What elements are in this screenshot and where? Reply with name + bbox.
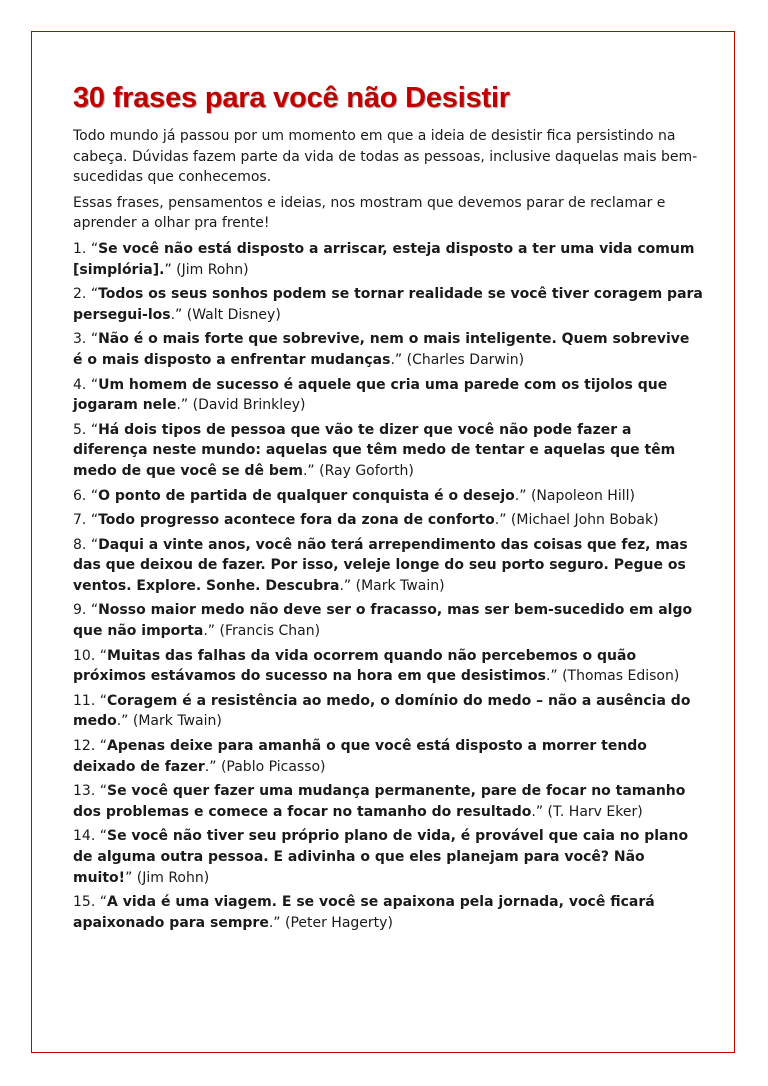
quote-open-mark: “ bbox=[99, 738, 107, 755]
quote-item bbox=[73, 781, 703, 822]
quote-close-mark: .” bbox=[514, 487, 531, 504]
quote-text: Há dois tipos de pessoa que vão te dizer que você não pode fazer a diferença neste mundo: aquelas que têm medo de tentar e aquelas que têm medo de que você se dê bem bbox=[73, 421, 676, 479]
quote-open-mark: “ bbox=[99, 647, 107, 664]
quote-text: A vida é uma viagem. E se você se apaixona pela jornada, você ficará apaixonado para sempre bbox=[73, 894, 655, 931]
quote-author: (Ray Goforth) bbox=[319, 462, 414, 479]
quote-close-mark: .” bbox=[170, 306, 187, 323]
quote-author: (David Brinkley) bbox=[192, 397, 306, 414]
quote-author: (Francis Chan) bbox=[219, 623, 321, 640]
quote-text: O ponto de partida de qualquer conquista é o desejo bbox=[98, 487, 515, 504]
document-body bbox=[73, 80, 703, 937]
quote-text: Se você não tiver seu próprio plano de vida, é provável que caia no plano de alguma outra pessoa. E adivinha o que eles planejam para você? Não muito! bbox=[73, 828, 689, 886]
intro-paragraph: Essas frases, pensamentos e ideias, nos mostram que devemos parar de reclamar e aprender a olhar pra frente! bbox=[73, 194, 666, 232]
quote-list bbox=[73, 239, 703, 933]
quote-author: (Napoleon Hill) bbox=[530, 487, 635, 504]
quote-text: Daqui a vinte anos, você não terá arrependimento das coisas que fez, mas das que deixou de fazer. Por isso, veleje longe do seu porto seguro. Pegue os ventos. Explore. Sonhe. Descubra bbox=[73, 536, 688, 594]
quote-author: (Jim Rohn) bbox=[136, 869, 210, 886]
quote-close-mark: .” bbox=[302, 462, 320, 479]
quote-close-mark: .” bbox=[545, 668, 563, 685]
quote-item bbox=[73, 736, 703, 777]
quote-item bbox=[73, 329, 703, 370]
quote-author: (Walt Disney) bbox=[186, 306, 281, 323]
quote-close-mark: .” bbox=[204, 758, 221, 775]
quote-author: (T. Harv Eker) bbox=[547, 803, 643, 820]
quote-text: Não é o mais forte que sobrevive, nem o mais inteligente. Quem sobrevive é o mais disposto a enfrentar mudanças bbox=[73, 331, 690, 368]
quote-number: 5. bbox=[73, 421, 91, 438]
quote-open-mark: “ bbox=[99, 783, 107, 800]
quote-item bbox=[73, 826, 703, 888]
quote-open-mark: “ bbox=[90, 286, 99, 303]
quote-text: Muitas das falhas da vida ocorrem quando não percebemos o quão próximos estávamos do sucesso na hora em que desistimos bbox=[73, 647, 637, 685]
quote-close-mark: ” bbox=[164, 261, 177, 278]
quote-author: (Michael John Bobak) bbox=[510, 512, 659, 529]
quote-item bbox=[73, 691, 703, 732]
quote-close-mark: .” bbox=[116, 713, 133, 730]
quote-close-mark: .” bbox=[390, 351, 407, 368]
quote-item bbox=[73, 239, 703, 280]
quote-number: 3. bbox=[73, 331, 91, 348]
quote-text: Se você quer fazer uma mudança permanente, pare de focar no tamanho dos problemas e comece a focar no tamanho do resultado bbox=[73, 783, 686, 820]
quote-number: 8. bbox=[73, 536, 91, 553]
quote-number: 2. bbox=[73, 286, 91, 303]
quote-item bbox=[73, 600, 703, 641]
quote-open-mark: “ bbox=[90, 240, 99, 257]
intro-paragraph: Todo mundo já passou por um momento em que a ideia de desistir fica persistindo na cabeça. Dúvidas fazem parte da vida de todas as pessoas, inclusive daquelas mais bem-sucedidas que conhecemos. bbox=[73, 128, 698, 186]
quote-close-mark: .” bbox=[494, 512, 511, 529]
quote-close-mark: .” bbox=[203, 623, 220, 640]
quote-number: 15. bbox=[73, 894, 100, 911]
quote-close-mark: .” bbox=[268, 914, 285, 931]
quote-number: 13. bbox=[73, 783, 100, 800]
quote-open-mark: “ bbox=[90, 376, 99, 393]
quote-open-mark: “ bbox=[99, 692, 107, 709]
quote-number: 9. bbox=[73, 602, 91, 619]
quote-author: (Charles Darwin) bbox=[406, 351, 525, 368]
quote-number: 6. bbox=[73, 487, 91, 504]
quote-text: Coragem é a resistência ao medo, o domínio do medo – não a ausência do medo bbox=[73, 692, 691, 730]
quote-item bbox=[73, 646, 703, 687]
quote-text: Nosso maior medo não deve ser o fracasso, mas ser bem-sucedido em algo que não importa bbox=[73, 602, 693, 640]
quote-text: Um homem de sucesso é aquele que cria uma parede com os tijolos que jogaram nele bbox=[73, 376, 668, 414]
quote-item bbox=[73, 284, 703, 325]
quote-number: 10. bbox=[73, 647, 100, 664]
quote-number: 1. bbox=[73, 240, 91, 257]
quote-author: (Jim Rohn) bbox=[176, 261, 249, 278]
quote-close-mark: .” bbox=[531, 803, 548, 820]
quote-item bbox=[73, 420, 703, 482]
quote-item bbox=[73, 892, 703, 933]
quote-number: 14. bbox=[73, 828, 100, 845]
quote-close-mark: .” bbox=[339, 577, 356, 594]
quote-item bbox=[73, 375, 703, 416]
quote-number: 12. bbox=[73, 738, 100, 755]
quote-open-mark: “ bbox=[90, 512, 99, 529]
quote-author: (Thomas Edison) bbox=[562, 668, 680, 685]
quote-number: 7. bbox=[73, 512, 91, 529]
quote-open-mark: “ bbox=[90, 421, 99, 438]
quote-author: (Peter Hagerty) bbox=[284, 914, 393, 931]
quote-item bbox=[73, 535, 703, 597]
quote-text: Todos os seus sonhos podem se tornar realidade se você tiver coragem para persegui-los bbox=[73, 286, 703, 323]
quote-author: (Mark Twain) bbox=[355, 577, 445, 594]
quote-open-mark: “ bbox=[99, 894, 107, 911]
quote-open-mark: “ bbox=[90, 602, 99, 619]
quote-text: Todo progresso acontece fora da zona de conforto bbox=[98, 512, 495, 529]
quote-text: Apenas deixe para amanhã o que você está disposto a morrer tendo deixado de fazer bbox=[73, 738, 647, 775]
quote-open-mark: “ bbox=[90, 331, 99, 348]
quote-open-mark: “ bbox=[90, 536, 99, 553]
quote-author: (Mark Twain) bbox=[132, 713, 222, 730]
quote-author: (Pablo Picasso) bbox=[220, 758, 326, 775]
quote-text: Se você não está disposto a arriscar, esteja disposto a ter uma vida comum [simplória]. bbox=[73, 240, 695, 278]
quote-number: 4. bbox=[73, 376, 91, 393]
quote-item bbox=[73, 486, 703, 507]
quote-close-mark: .” bbox=[176, 397, 193, 414]
quote-close-mark: ” bbox=[125, 869, 137, 886]
quote-open-mark: “ bbox=[99, 828, 107, 845]
quote-item bbox=[73, 510, 703, 531]
document-title: 30 frases para você não Desistir bbox=[73, 82, 510, 114]
quote-number: 11. bbox=[73, 692, 100, 709]
quote-open-mark: “ bbox=[90, 487, 99, 504]
